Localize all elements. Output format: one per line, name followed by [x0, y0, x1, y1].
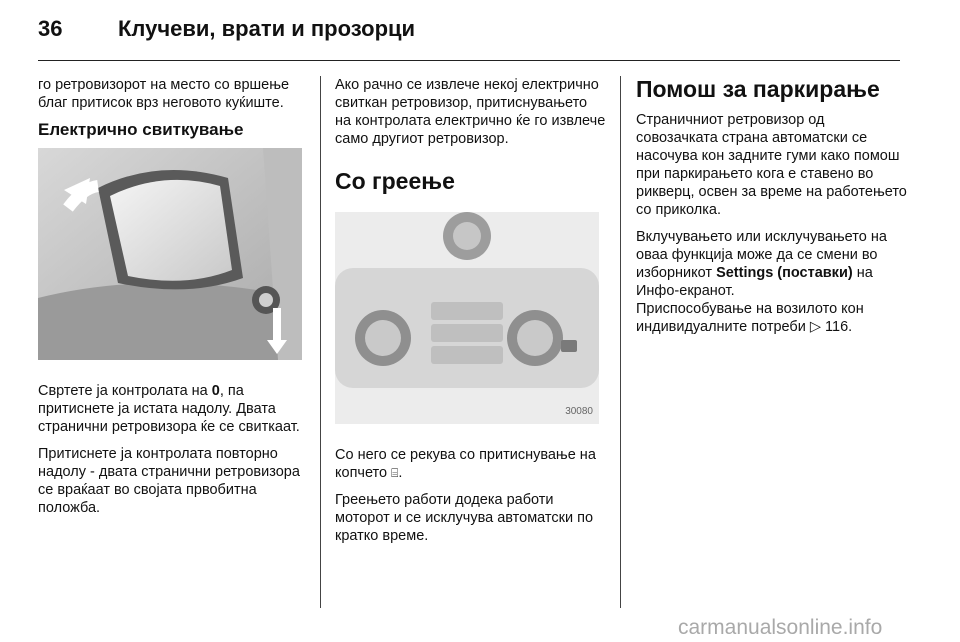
column-divider-1 [320, 76, 321, 608]
page-title: Клучеви, врати и прозорци [118, 16, 416, 41]
mirror-folding-figure [38, 148, 302, 360]
parking-assist-settings-text: Вклучувањето или исклучувањето на оваа функција може да се смени во изборникот Settings (поставки) на Инфо-екранот. [636, 229, 887, 299]
heated-mirror-button-icon: ⌸ [391, 466, 399, 480]
column-middle [335, 76, 607, 554]
page-reference[interactable]: 116 [825, 319, 849, 335]
folding-instruction-2: Притиснете ја контролата повторно надолу - двата странични ретровизора се враќаат во својата првобитна положба. [38, 446, 300, 516]
climate-panel-illustration [335, 212, 599, 424]
control-position-zero: 0 [211, 383, 220, 399]
parking-assist-text: Страничниот ретровизор од совозачката страна автоматски се насочува кон задните гуми како помош при паркирањето кога е ставено во рикверц, освен за време на работењето со приколка. [636, 112, 907, 218]
manual-extend-text: Ако рачно се извлече некој електрично свиткан ретровизор, притиснувањето на контролата електрично ќе го извлече само другиот ретровизор. [335, 77, 606, 147]
heated-mirror-figure [335, 212, 599, 424]
intro-text: го ретровизорот на место со вршење благ притисок врз неговото куќиште. [38, 77, 290, 111]
column-left [38, 76, 306, 526]
heated-instruction-1: Со него се рекува со притиснување на копчето ⌸. [335, 447, 596, 481]
settings-menu-label: Settings (поставки) [716, 265, 853, 281]
page-reference-icon: ▷ [809, 319, 822, 335]
section-heading-parking-assist: Помош за паркирање [636, 76, 880, 102]
column-right [636, 76, 908, 345]
mirror-illustration [38, 148, 302, 360]
section-heading-folding: Електрично свиткување [38, 120, 244, 139]
section-heading-heated: Со греење [335, 168, 455, 194]
watermark: carmanualsonline.info [678, 616, 883, 639]
personalization-reference: Приспособување на возилото кон индивидуалните потреби ▷ 116. [636, 301, 864, 335]
header-rule [38, 60, 900, 61]
figure-number: 30080 [565, 406, 593, 417]
page-number: 36 [38, 16, 63, 41]
column-divider-2 [620, 76, 621, 608]
folding-instruction-1: Свртете ја контролата на 0, па притиснете ја истата надолу. Двата странични ретровизора ќе се свиткаат. [38, 383, 300, 435]
heated-instruction-2: Греењето работи додека работи моторот и се исклучува автоматски по кратко време. [335, 492, 594, 544]
